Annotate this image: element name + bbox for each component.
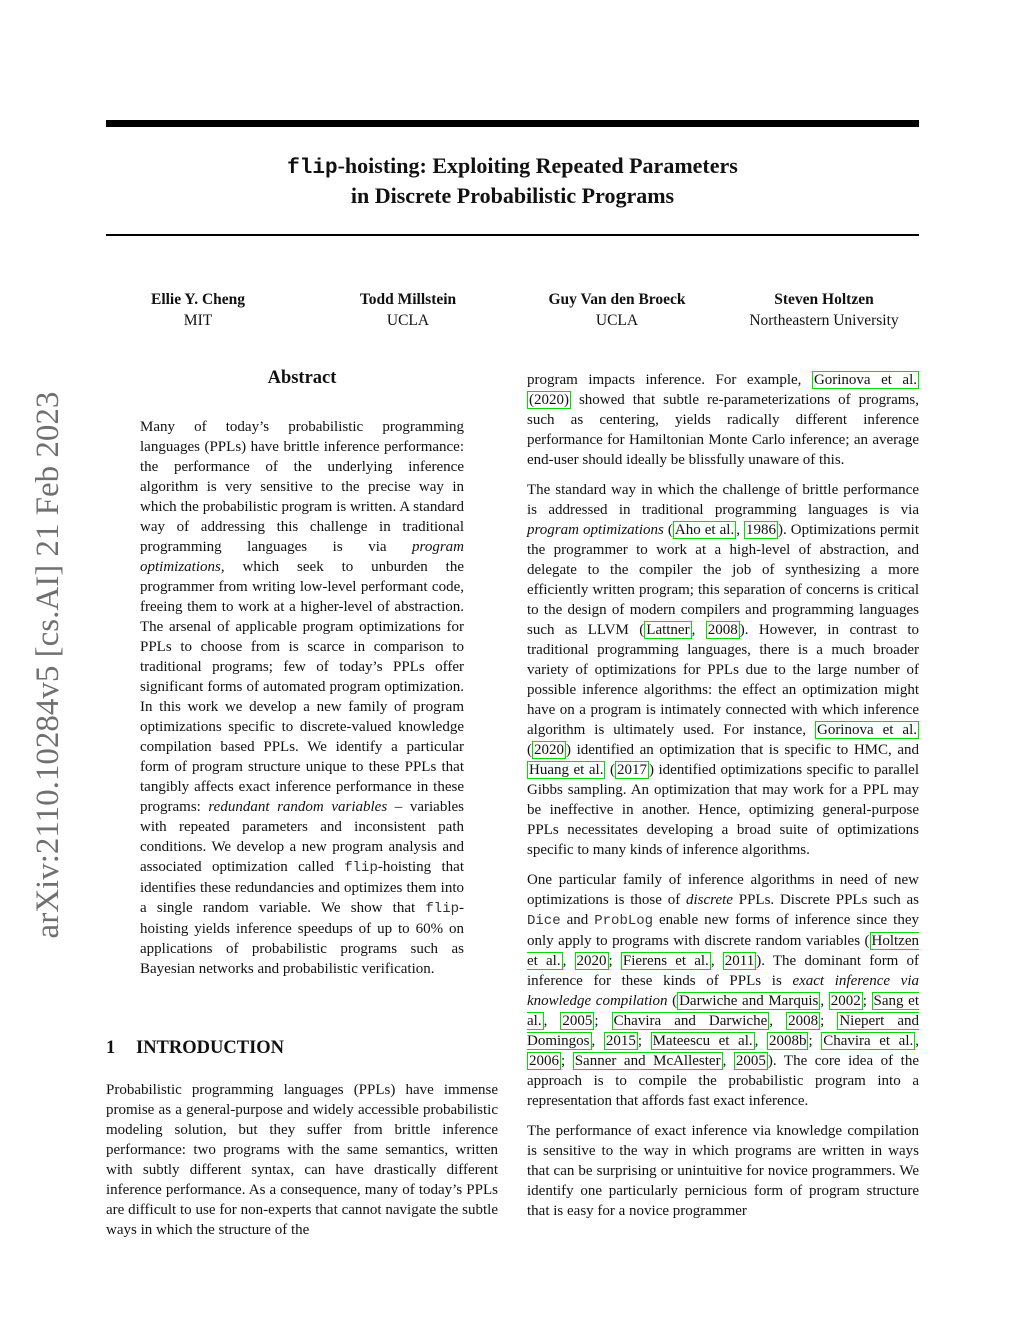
citation-link[interactable]: 2008: [707, 622, 738, 638]
title-line-1: -hoisting: Exploiting Repeated Parameters: [337, 153, 738, 178]
paragraph-3: One particular family of inference algorithms in need of new optimizations is those of discrete PPLs. Discrete PPLs such as Dice and ProbLog enable new forms of inference since they only apply to programs with discrete random variables ( Holtzen et al. , 2020 ; Fierens et al. , 2011 ). The dominant form of inference for these kinds of PPLs is exact inference via knowledge compilation ( Darwiche and Marquis , 2002 ; Sang et al. , 2005 ; Chavira and Darwiche , 2008 ; Niepert and Domingos , 2015 ; Mateescu et al. , 2008b ; Chavira et al. , 2006 ; Sanner and McAllester , 2005 ). The core idea of the approach is to compile the probabilistic program into a representation that affords fast exact inference.: [527, 872, 920, 1109]
paragraph-4: The performance of exact inference via knowledge compilation is sensitive to the way in which programs are written in ways that can be surprising or unintuitive for novice programmers. We identify one particularly pernicious form of program structure that is easy for a novice programmer: [527, 1123, 919, 1219]
author-block: [714, 289, 934, 331]
title-line-2: in Discrete Probabilistic Programs: [350, 183, 675, 208]
title-top-rule: [106, 120, 919, 127]
citation-link[interactable]: Chavira and Darwiche: [613, 1013, 768, 1029]
abstract-heading: Abstract: [267, 368, 337, 388]
citation-link[interactable]: Gorinova et al.: [813, 372, 917, 388]
title-code-token: flip: [287, 157, 338, 180]
citation-link[interactable]: 2006: [529, 1053, 559, 1069]
citation-link[interactable]: Sang et al.: [527, 993, 919, 1029]
citation-link[interactable]: Niepert and Domingos: [527, 1013, 920, 1049]
author-block: [507, 289, 727, 331]
author-name: Steven Holtzen: [774, 291, 874, 308]
citation-link[interactable]: 2017: [616, 762, 647, 778]
author-name: Ellie Y. Cheng: [150, 291, 246, 308]
citation-link[interactable]: 2002: [830, 993, 861, 1009]
citation-link[interactable]: Sanner and McAllester: [574, 1053, 721, 1069]
citation-link[interactable]: Darwiche and Marquis: [679, 993, 819, 1009]
author-affiliation: UCLA: [386, 312, 430, 329]
author-name: Guy Van den Broeck: [548, 291, 686, 308]
author-block: [298, 289, 518, 331]
citation-link[interactable]: 2008: [788, 1013, 819, 1029]
citation-link[interactable]: 2008b: [768, 1033, 807, 1049]
paragraph-1: program impacts inference. For example, Gorinova et al. (2020) showed that subtle re-parameterizations of programs, such as centering, yields radically different inference performance for Hamiltonian Monte Carlo inference; an average end-user should ideally be blissfully unaware of this.: [527, 372, 919, 468]
citation-link[interactable]: 2011: [724, 953, 755, 969]
citation-link[interactable]: Huang et al.: [529, 762, 604, 778]
citation-link[interactable]: 2005: [735, 1053, 766, 1069]
citation-link[interactable]: Fierens et al.: [622, 953, 709, 969]
citation-link[interactable]: Holtzen et al.: [527, 933, 919, 969]
citation-link[interactable]: (2020): [529, 392, 569, 408]
citation-link[interactable]: Chavira et al.: [823, 1033, 914, 1049]
citation-link[interactable]: 2005: [562, 1013, 593, 1029]
citation-link[interactable]: 2020: [576, 953, 607, 969]
arxiv-sidebar-stamp: arXiv:2110.10284v5 [cs.AI] 21 Feb 2023: [30, 391, 66, 939]
section-number: 1: [106, 1038, 116, 1058]
author-affiliation: MIT: [183, 312, 213, 329]
citation-link[interactable]: Lattner: [646, 622, 690, 638]
citation-link[interactable]: 2015: [605, 1033, 636, 1049]
section-title: INTRODUCTION: [136, 1038, 285, 1058]
author-name: Todd Millstein: [359, 291, 457, 308]
abstract-text: Many of today’s probabilistic programming languages (PPLs) have brittle inference performance: the performance of the underlying inference algorithm is very sensitive to the precise way in which the probabilistic program is written. A standard way of addressing this challenge in traditional programming languages is via program optimizations, which seek to unburden the programmer from writing low-level performant code, freeing them to work at a higher-level of abstraction. The arsenal of applicable program optimizations for PPLs to choose from is scarce in comparison to traditional programs; few of today’s PPLs offer significant forms of automated program optimization. In this work we develop a new family of program optimizations specific to discrete-valued knowledge compilation based PPLs. We identify a particular form of program structure unique to these PPLs that tangibly affects exact inference performance in these programs: redundant random variables – variables with repeated parameters and inconsistent path conditions. We develop a new program analysis and associated optimization called flip-hoisting that identifies these redundancies and optimizes them into a single random variable. We show that flip-hoisting yields inference speedups of up to 60% on applications of probabilistic programs such as Bayesian networks and probabilistic verification.: [140, 419, 464, 977]
paragraph-2: The standard way in which the challenge of brittle performance is addressed in traditional programming languages is via program optimizations ( Aho et al. , 1986 ). Optimizations permit the programmer to work at a high-level of abstraction, and delegate to the compiler the job of synthesizing a more efficiently written program; this separation of concerns is critical to the design of modern compilers and programming languages such as LLVM ( Lattner , 2008 ). However, in contrast to traditional programming languages, there is a much broader variety of optimizations for PPLs due to the large number of possible inference algorithms: the effect an optimization might have on a program is intimately connected with which inference algorithm is ultimately used. For instance, Gorinova et al. ( 2020 ) identified an optimization that is specific to HMC, and Huang et al. ( 2017 ) identified optimizations specific to parallel Gibbs sampling. An optimization that may work for a PPL may be ineffective in another. Hence, optimizing general-purpose PPLs necessitates developing a broad suite of optimizations specific to many kinds of inference algorithms.: [527, 482, 919, 858]
right-column: [527, 370, 919, 1231]
author-affiliation: Northeastern University: [749, 312, 899, 329]
paper-title: [106, 152, 919, 209]
citation-link[interactable]: 2020: [534, 742, 564, 758]
citation-link[interactable]: 1986: [746, 522, 777, 538]
citation-link[interactable]: Gorinova et al.: [816, 722, 917, 738]
citation-link[interactable]: Aho et al.: [674, 522, 735, 538]
section-heading: [106, 1036, 506, 1060]
author-affiliation: UCLA: [595, 312, 639, 329]
citation-link[interactable]: Mateescu et al.: [652, 1033, 753, 1049]
title-bottom-rule: [106, 234, 919, 236]
intro-paragraph: Probabilistic programming languages (PPLs) have immense promise as a general-purpose and widely accessible probabilistic modeling solution, but they suffer from brittle inference performance: two programs with the same semantics, written with subtly different syntax, can have drastically different inference performance. As a consequence, many of today’s PPLs are difficult to use for non-experts that cannot navigate the subtle ways in which the structure of the: [106, 1082, 498, 1238]
author-block: [88, 289, 308, 331]
